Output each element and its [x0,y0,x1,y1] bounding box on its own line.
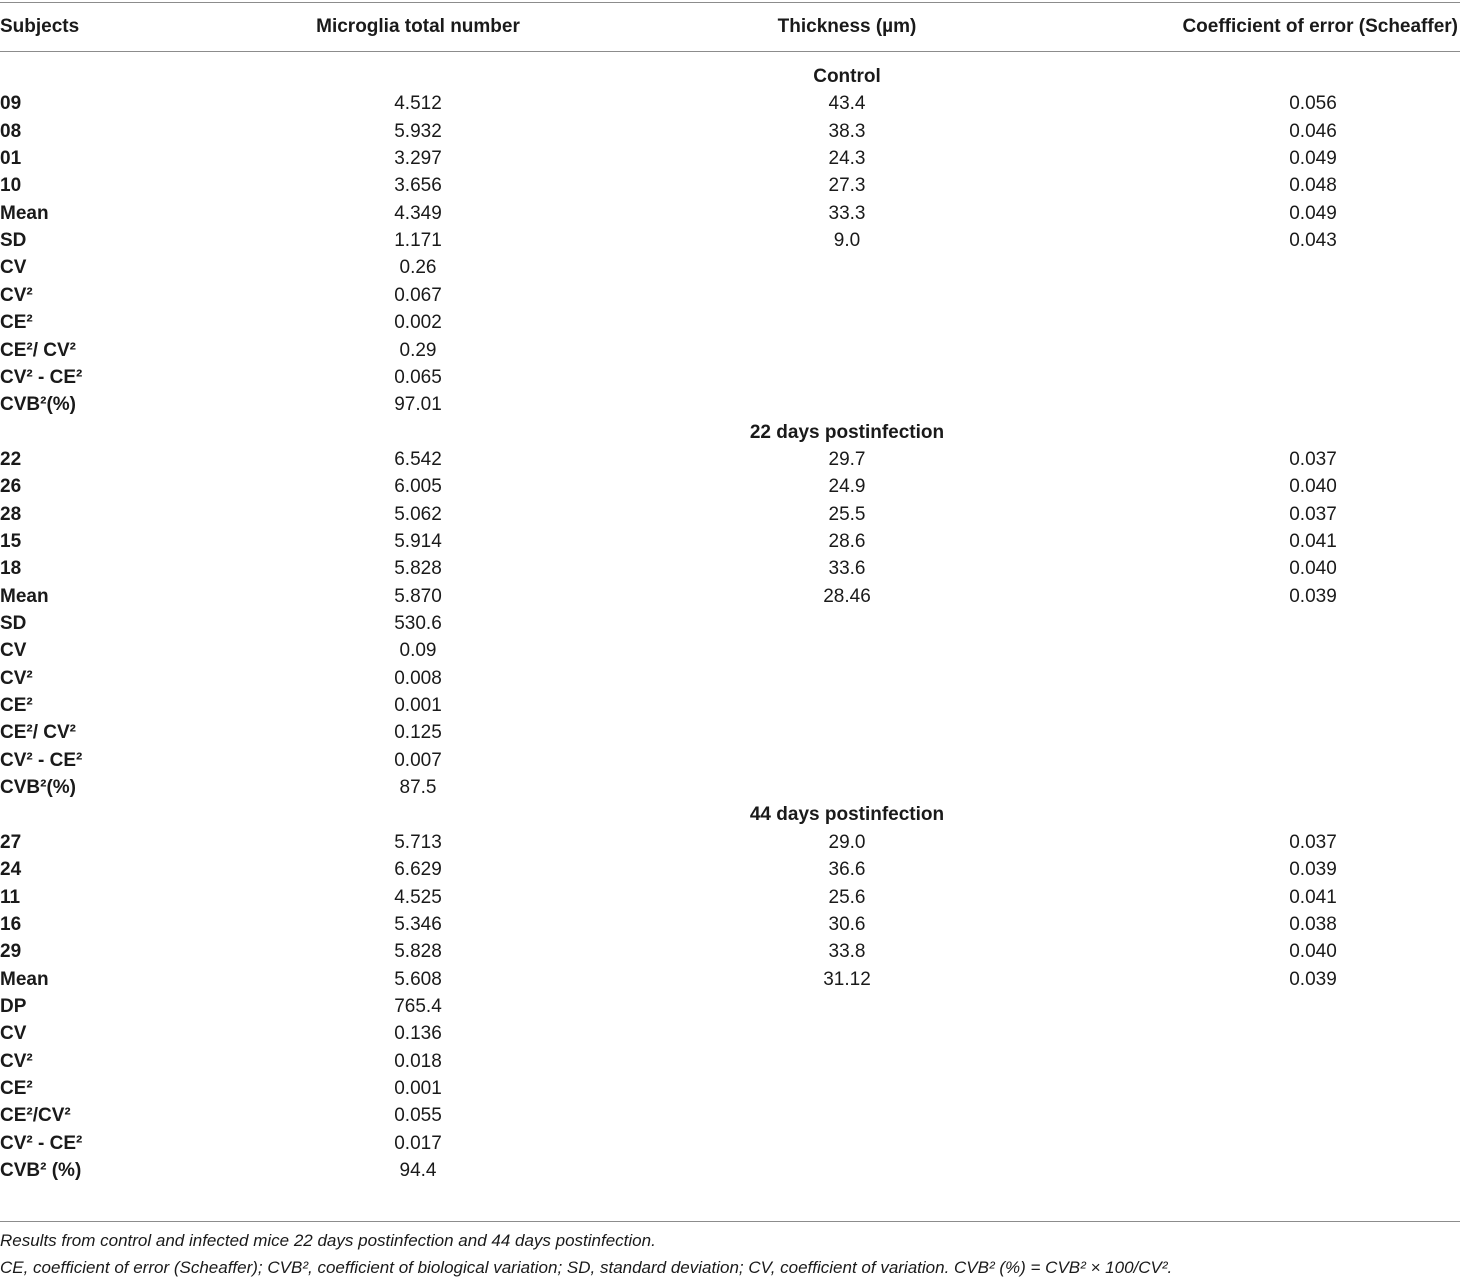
microglia-value: 5.828 [394,941,442,963]
table-row [0,1130,1460,1157]
microglia-value: 5.932 [394,120,442,142]
table-row [0,1157,1460,1184]
coefficient-error-value: 0.056 [1289,93,1337,115]
row-label: CVB² (%) [0,1160,82,1181]
row-label: 09 [0,93,22,115]
row-label: CV² [0,1050,33,1072]
table-row [0,145,1460,172]
table-row [0,938,1460,965]
group-heading [0,419,1460,446]
row-label: SD [0,230,27,252]
row-label: CVB²(%) [0,777,76,799]
thickness-value: 30.6 [828,913,866,935]
table-row [0,1048,1460,1075]
row-label: DP [0,995,27,1017]
table-row [0,829,1460,856]
row-label: 15 [0,530,22,552]
microglia-value: 530.6 [394,613,442,634]
coefficient-error-value: 0.048 [1289,175,1337,197]
table-row [0,172,1460,199]
thickness-value: 28.46 [823,585,871,607]
microglia-value: 5.914 [394,530,442,552]
thickness-value: 27.3 [828,175,866,197]
coefficient-error-value: 0.037 [1289,503,1337,525]
group-title: 22 days postinfection [749,421,945,443]
microglia-value: 6.542 [394,448,442,470]
microglia-value: 0.29 [399,339,437,361]
table-row [0,719,1460,746]
header-thickness: Thickness (µm) [777,16,917,37]
microglia-value: 97.01 [394,394,442,416]
table-row [0,446,1460,473]
microglia-value: 5.346 [394,913,442,935]
thickness-value: 28.6 [828,530,866,552]
coefficient-error-value: 0.039 [1289,968,1337,990]
table-row [0,473,1460,500]
group-heading [0,63,1460,90]
coefficient-error-value: 0.040 [1289,476,1337,498]
row-label: 27 [0,831,22,853]
row-label: 16 [0,913,22,935]
thickness-value: 33.6 [828,558,866,580]
footnote-abbreviations: CE, coefficient of error (Scheaffer); CVB², coefficient of biological variation; SD, standard deviation; CV, coefficient of variation. CVB² (%) = CVB² × 100/CV². [0,1258,1173,1277]
thickness-value: 38.3 [828,120,866,142]
table-row [0,364,1460,391]
row-label: CE² [0,312,33,334]
table-row [0,583,1460,610]
table-row [0,665,1460,692]
header-subjects: Subjects [0,16,80,37]
coefficient-error-value: 0.041 [1289,530,1337,552]
coefficient-error-value: 0.040 [1289,941,1337,963]
microglia-value: 0.008 [394,667,442,689]
coefficient-error-value: 0.037 [1289,448,1337,470]
table-row [0,610,1460,637]
table-row [0,555,1460,582]
microglia-value: 0.125 [394,722,442,744]
microglia-value: 6.005 [394,476,442,498]
table-row [0,966,1460,993]
thickness-value: 24.3 [828,148,866,170]
thickness-value: 29.0 [828,831,866,853]
row-label: CV [0,640,27,662]
microglia-value: 5.608 [394,968,442,990]
row-label: CV [0,1023,27,1045]
microglia-value: 0.017 [394,1132,442,1154]
thickness-value: 25.6 [828,886,866,908]
row-label: 29 [0,941,22,963]
row-label: CE² [0,1077,33,1099]
group-title: 44 days postinfection [749,804,945,826]
row-label: CE² [0,695,33,717]
microglia-value: 765.4 [394,995,442,1017]
microglia-value: 3.297 [394,148,442,170]
table-row [0,309,1460,336]
thickness-value: 33.8 [828,941,866,963]
microglia-value: 0.018 [394,1050,442,1072]
thickness-value: 43.4 [828,93,866,115]
microglia-value: 5.062 [394,503,442,525]
row-label: CV² - CE² [0,366,83,388]
microglia-value: 0.136 [394,1023,442,1045]
row-label: CV² [0,667,33,689]
coefficient-error-value: 0.049 [1289,148,1337,170]
row-label: 18 [0,558,22,580]
table-row [0,90,1460,117]
header-coefficient-error: Coefficient of error (Scheaffer) [1182,16,1458,37]
row-label: SD [0,613,27,634]
thickness-value: 25.5 [828,503,866,525]
table-row [0,856,1460,883]
microglia-value: 0.002 [394,312,442,334]
row-label: CE²/CV² [0,1105,71,1127]
row-label: Mean [0,585,49,607]
coefficient-error-value: 0.049 [1289,202,1337,224]
row-label: CE²/ CV² [0,339,76,361]
row-label: CV [0,257,27,279]
table-row [0,692,1460,719]
microglia-value: 4.525 [394,886,442,908]
microglia-value: 3.656 [394,175,442,197]
table-row [0,1075,1460,1102]
coefficient-error-value: 0.046 [1289,120,1337,142]
footnote-results: Results from control and infected mice 22 days postinfection and 44 days postinfection. [0,1231,656,1250]
table-row [0,1020,1460,1047]
table-row [0,337,1460,364]
table-row [0,993,1460,1020]
row-label: 28 [0,503,22,525]
row-label: CV² - CE² [0,1132,83,1154]
bottom-rule [0,1221,1460,1222]
table-row [0,911,1460,938]
row-label: 10 [0,175,22,197]
thickness-value: 36.6 [828,859,866,881]
header-microglia: Microglia total number [316,16,520,37]
coefficient-error-value: 0.038 [1289,913,1337,935]
microglia-value: 5.870 [394,585,442,607]
microglia-value: 5.828 [394,558,442,580]
table-row [0,282,1460,309]
header-rule [0,51,1460,52]
table-row [0,884,1460,911]
microglia-value: 0.055 [394,1105,442,1127]
microglia-value: 87.5 [399,777,437,799]
microglia-value: 0.001 [394,1077,442,1099]
group-title: Control [813,66,881,87]
row-label: CE²/ CV² [0,722,76,744]
header-row [0,13,1460,40]
row-label: 01 [0,148,22,170]
table-row [0,1102,1460,1129]
table-row [0,254,1460,281]
row-label: 11 [0,886,21,908]
microglia-value: 5.713 [394,831,442,853]
thickness-value: 31.12 [823,968,871,990]
table-row [0,227,1460,254]
group-heading [0,801,1460,828]
coefficient-error-value: 0.040 [1289,558,1337,580]
row-label: 22 [0,448,22,470]
row-label: CVB²(%) [0,394,76,416]
table-row [0,747,1460,774]
microglia-value: 0.09 [399,640,437,662]
coefficient-error-value: 0.039 [1289,585,1337,607]
coefficient-error-value: 0.037 [1289,831,1337,853]
microglia-value: 0.067 [394,284,442,306]
table-row [0,528,1460,555]
row-label: 26 [0,476,22,498]
table-row [0,637,1460,664]
thickness-value: 33.3 [828,202,866,224]
microglia-value: 94.4 [399,1160,437,1181]
coefficient-error-value: 0.041 [1289,886,1337,908]
row-label: 24 [0,859,22,881]
microglia-value: 0.065 [394,366,442,388]
row-label: CV² - CE² [0,749,83,771]
thickness-value: 29.7 [828,448,866,470]
microglia-value: 0.001 [394,695,442,717]
microglia-value: 4.349 [394,202,442,224]
microglia-value: 1.171 [394,230,442,252]
microglia-value: 0.26 [399,257,437,279]
top-rule [0,2,1460,3]
microglia-value: 6.629 [394,859,442,881]
coefficient-error-value: 0.043 [1289,230,1337,252]
table-row [0,501,1460,528]
table-row [0,391,1460,418]
row-label: 08 [0,120,22,142]
thickness-value: 24.9 [828,476,866,498]
row-label: Mean [0,968,49,990]
microglia-value: 4.512 [394,93,442,115]
row-label: CV² [0,284,33,306]
row-label: Mean [0,202,49,224]
table-row [0,118,1460,145]
table-row [0,774,1460,801]
thickness-value: 9.0 [833,230,861,252]
coefficient-error-value: 0.039 [1289,859,1337,881]
microglia-value: 0.007 [394,749,442,771]
table-row [0,200,1460,227]
